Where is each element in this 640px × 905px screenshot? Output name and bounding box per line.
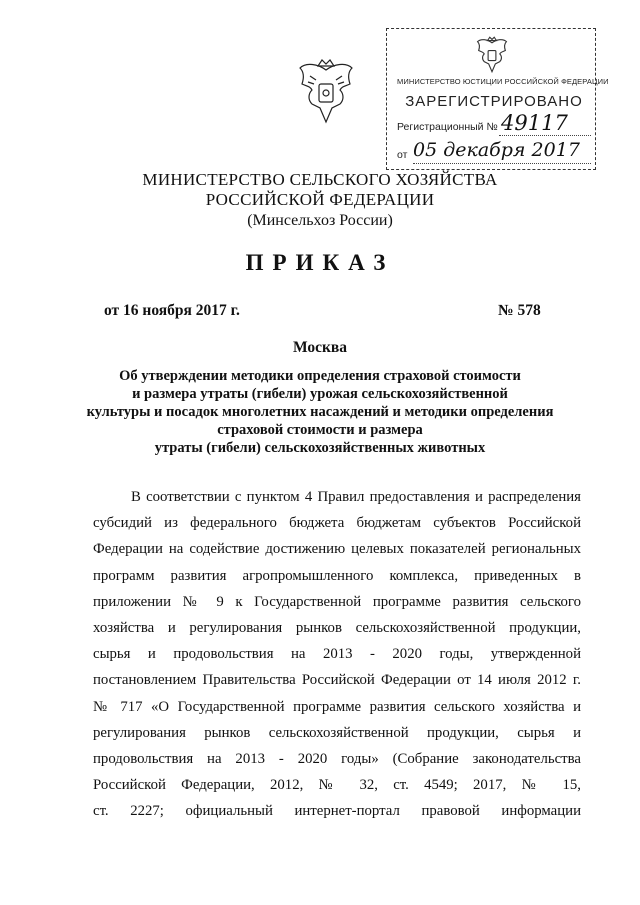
ministry-short-name: (Минсельхоз России) — [247, 212, 393, 229]
body-line: сырья и продовольствия на 2013 - 2020 годы, утвержденной — [93, 646, 581, 663]
body-line: постановлением Правительства Российской Федерации от 14 июля 2012 г. — [93, 672, 581, 689]
order-subject-line: утраты (гибели) сельскохозяйственных животных — [154, 440, 486, 456]
document-type-title: ПРИКАЗ — [245, 250, 395, 275]
order-date: от 16 ноября 2017 г. — [104, 302, 240, 319]
ministry-name-line2: РОССИЙСКОЙ ФЕДЕРАЦИИ — [205, 190, 435, 209]
stamp-regnum-line — [499, 135, 591, 136]
stamp-organization: МИНИСТЕРСТВО ЮСТИЦИИ РОССИЙСКОЙ ФЕДЕРАЦИИ — [397, 77, 609, 86]
body-line: хозяйства и регулирования рынков сельскохозяйственной продукции, — [93, 620, 581, 637]
body-line: регулирования рынков сельскохозяйственной продукции, сырья и — [93, 724, 581, 741]
body-line: субсидий из федерального бюджета бюджетам субъектов Российской — [93, 515, 581, 532]
order-subject-line: страховой стоимости и размера — [217, 422, 423, 438]
body-paragraph — [93, 484, 581, 825]
order-city: Москва — [292, 339, 348, 356]
stamp-emblem-icon — [475, 35, 509, 75]
body-line: приложении № 9 к Государственной программе развития сельского — [93, 593, 581, 610]
stamp-regnum-label: Регистрационный № — [397, 121, 498, 133]
body-line: Федерации на содействие достижению целевых показателей региональных — [93, 541, 581, 558]
stamp-regnum-value: 49117 — [501, 111, 568, 135]
stamp-date-line — [413, 163, 591, 164]
ministry-name-line1: МИНИСТЕРСТВО СЕЛЬСКОГО ХОЗЯЙСТВА — [142, 170, 498, 189]
order-subject-line: Об утверждении методики определения страховой стоимости — [119, 368, 521, 384]
body-line: программ развития агропромышленного комплекса, приведенных в — [93, 567, 581, 584]
stamp-date-value: 05 декабря 2017 — [413, 139, 580, 161]
body-line: продовольствия на 2013 - 2020 годы» (Собрание законодательства — [93, 751, 581, 768]
stamp-status: ЗАРЕГИСТРИРОВАНО — [405, 93, 583, 110]
order-number: № 578 — [498, 302, 541, 319]
body-line: В соответствии с пунктом 4 Правил предоставления и распределения — [131, 489, 581, 505]
order-subject-line: культуры и посадок многолетних насаждений и методики определения — [86, 404, 554, 420]
registration-stamp — [386, 28, 609, 170]
order-subject-line: и размера утраты (гибели) урожая сельскохозяйственной — [132, 386, 508, 402]
stamp-date-label: от — [397, 149, 408, 161]
body-line: № 717 «О Государственной программе развития сельского хозяйства и — [93, 698, 581, 715]
coat-of-arms-emblem — [296, 56, 356, 128]
body-line: Российской Федерации, 2012, № 32, ст. 4549; 2017, № 15, — [93, 777, 581, 794]
body-line: ст. 2227; официальный интернет-портал правовой информации — [93, 803, 581, 820]
